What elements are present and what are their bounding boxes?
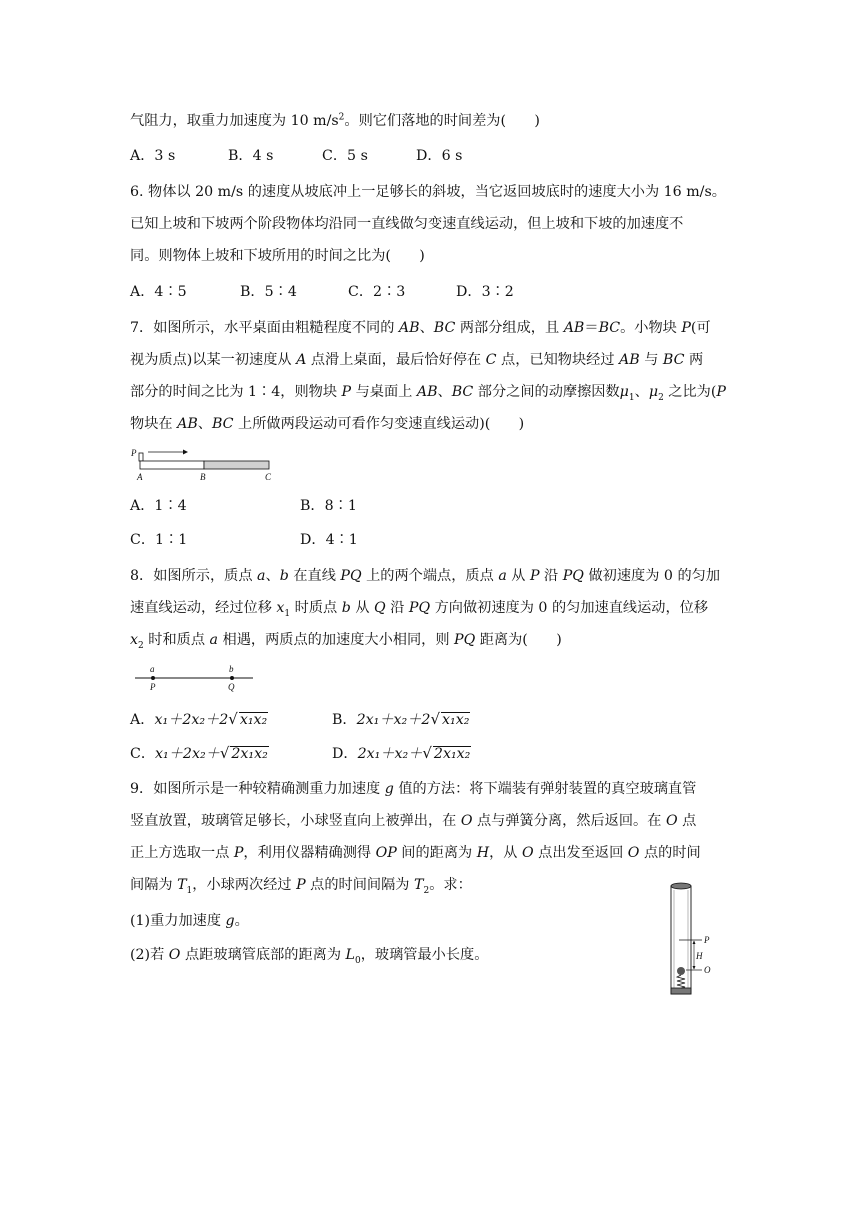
q7-text: (可: [690, 320, 711, 336]
q7-text: 上所做两段运动可看作匀变速直线运动)( ): [233, 416, 525, 432]
q6-option-a[interactable]: A．4∶5: [130, 284, 187, 300]
q8-option-expr: 2x₁＋x₂＋: [357, 746, 423, 762]
q7-text: 部分的时间之比为 1∶4，则物块: [130, 384, 342, 400]
q9-part2: [130, 945, 488, 965]
q7-block-icon: [139, 453, 143, 461]
radical-icon: √: [228, 710, 238, 728]
q7-stem-line1: [130, 318, 711, 338]
q5-text: 气阻力，取重力加速度为 10 m/s: [130, 113, 339, 129]
q7-subscript: 1: [628, 392, 635, 403]
q7-text: ＝: [584, 320, 599, 336]
q7-var-ab: AB: [563, 320, 585, 336]
q9-var-t: T: [177, 877, 187, 893]
q7-var-bc: BC: [662, 352, 685, 368]
q9-var-t: T: [414, 877, 424, 893]
q7-segment-ab: [140, 461, 204, 469]
q7-var-bc: BC: [211, 416, 234, 432]
radical-icon: √: [422, 744, 432, 762]
q9-text: 点的时间: [639, 845, 701, 861]
q7-var-ab: AB: [177, 416, 198, 432]
q9-stem-line3: [130, 843, 701, 863]
q9-text: 正上方选取一点: [130, 845, 234, 861]
q9-var-g: g: [225, 913, 235, 929]
q5-option-d[interactable]: D．6 s: [416, 148, 463, 164]
q6-stem-line3: 同。则物体上坡和下坡所用的时间之比为( ): [130, 248, 425, 264]
q8-option-radicand: 2x₁x₂: [433, 746, 471, 762]
q7-option-c[interactable]: C．1∶1: [130, 532, 188, 548]
q8-label-q: Q: [228, 682, 235, 692]
q8-text: 时质点: [290, 600, 342, 616]
q9-text: 间隔为: [130, 877, 178, 893]
q6-stem-line2: 已知上坡和下坡两个阶段物体均沿同一直线做匀变速直线运动，但上坡和下坡的加速度不: [130, 216, 684, 232]
q7-subscript: 2: [658, 392, 664, 403]
q7-text: 之比为(: [663, 384, 717, 400]
q8-var-b: b: [341, 600, 351, 616]
q7-var-mu: μ: [619, 384, 629, 400]
q8-var-b: b: [279, 568, 289, 584]
q7-text: 部分之间的动摩擦因数: [473, 384, 620, 400]
q5-superscript: 2: [338, 112, 345, 123]
q8-figure-line: [135, 662, 265, 694]
q9-text: 。: [234, 913, 249, 929]
q8-stem-line1: [130, 566, 720, 586]
q8-stem-line2: [130, 598, 708, 618]
q7-text: 。小物块: [620, 320, 682, 336]
q8-text: 做初速度为 0 的匀加: [583, 568, 721, 584]
q9-text: 点与弹簧分离，然后返回。在: [472, 813, 666, 829]
q7-text: 、: [437, 384, 452, 400]
q7-var-bc: BC: [433, 320, 456, 336]
q9-text: 。求：: [429, 877, 472, 893]
q8-option-label: A．: [130, 712, 155, 728]
q8-text: 8．如图所示，质点: [130, 568, 258, 584]
q9-stem-line2: [130, 811, 696, 831]
q9-label-o: O: [704, 965, 711, 975]
q8-label-a: a: [150, 664, 155, 674]
q8-option-expr: x₁＋2x₂＋: [155, 746, 220, 762]
q8-var-a: a: [257, 568, 266, 584]
q7-var-bc: BC: [451, 384, 474, 400]
q7-text: 两: [684, 352, 704, 368]
q7-label-p: P: [131, 448, 137, 458]
q7-text: 点滑上桌面，最后恰好停在: [306, 352, 486, 368]
q7-stem-line3: [130, 382, 726, 402]
q8-option-radicand: x₁x₂: [239, 712, 268, 728]
q9-text: 点距玻璃管底部的距离为: [180, 947, 346, 963]
q9-stem-line1: [130, 779, 696, 799]
q9-text: 9．如图所示是一种较精确测重力加速度: [130, 781, 385, 797]
q9-stem-line4: [130, 875, 472, 895]
q7-text: 7．如图所示，水平桌面由粗糙程度不同的: [130, 320, 399, 336]
q9-var-g: g: [384, 781, 394, 797]
q9-arrowhead-icon: [693, 966, 696, 970]
q9-text: (2)若: [130, 947, 169, 963]
q8-var-p: P: [530, 568, 540, 584]
q7-option-d[interactable]: D．4∶1: [300, 532, 358, 548]
q7-var-ab: AB: [619, 352, 640, 368]
q8-text: 沿: [539, 568, 563, 584]
q9-arrowhead-icon: [693, 941, 696, 945]
q5-stem-tail: [130, 111, 540, 131]
q7-var-p: P: [341, 384, 352, 400]
q9-text: ，从: [489, 845, 522, 861]
q9-var-l: L: [345, 947, 355, 963]
q8-option-expr: x₁＋2x₂＋2: [154, 712, 229, 728]
q8-option-a[interactable]: [130, 709, 268, 730]
q7-text: 与桌面上: [351, 384, 417, 400]
q5-option-c[interactable]: C．5 s: [322, 148, 368, 164]
q7-figure-table: [128, 444, 278, 484]
q9-var-o: O: [627, 845, 640, 861]
q7-text: 、: [634, 384, 649, 400]
q8-var-pq: PQ: [454, 632, 476, 648]
q9-ball: [677, 967, 685, 975]
q7-var-a: A: [296, 352, 307, 368]
q9-figure-tube: [664, 880, 724, 1000]
q9-subscript: 2: [423, 885, 430, 896]
q7-text: 、: [419, 320, 434, 336]
q8-option-d[interactable]: [332, 743, 471, 764]
q8-text: 距离为( ): [475, 632, 562, 648]
q8-var-q: Q: [374, 600, 386, 616]
q5-option-b[interactable]: B．4 s: [228, 148, 274, 164]
q9-var-o: O: [665, 813, 678, 829]
q8-text: 方向做初速度为 0 的匀加速直线运动，位移: [430, 600, 709, 616]
q5-option-a[interactable]: A．3 s: [130, 148, 176, 164]
q7-var-p: P: [716, 384, 726, 400]
q7-option-a[interactable]: A．1∶4: [130, 498, 187, 514]
q8-text: 速直线运动，经过位移: [130, 600, 277, 616]
q8-point-q: [230, 676, 234, 680]
q9-text: ，小球两次经过: [192, 877, 297, 893]
q8-option-label: C．: [130, 746, 156, 762]
q8-text: 从: [506, 568, 530, 584]
q7-label-b: B: [200, 472, 206, 482]
q9-var-op: OP: [375, 845, 397, 861]
q9-text: 点出发至返回: [533, 845, 628, 861]
q8-option-label: D．: [332, 746, 358, 762]
q7-var-mu: μ: [648, 384, 659, 400]
q8-option-radicand: 2x₁x₂: [231, 746, 268, 762]
q9-subscript: 1: [186, 885, 193, 896]
q9-text: (1)重力加速度: [130, 913, 226, 929]
q6-stem-line1: 6. 物体以 20 m/s 的速度从坡底冲上一足够长的斜坡，当它返回坡底时的速度大小为 16 m/s。: [130, 184, 726, 200]
q9-label-p: P: [704, 935, 710, 945]
q7-text: 视为质点)以某一初速度从: [130, 352, 297, 368]
q7-var-ab: AB: [398, 320, 420, 336]
q7-var-c: C: [485, 352, 497, 368]
q7-arrowhead-icon: [183, 450, 188, 455]
q7-segment-bc: [204, 461, 269, 469]
q9-var-p: P: [233, 845, 244, 861]
q6-option-c[interactable]: C．2∶3: [348, 284, 406, 300]
q8-option-label: B．: [332, 712, 357, 728]
radical-icon: √: [430, 710, 440, 728]
q8-label-b: b: [229, 664, 234, 674]
q7-text: 物块在: [130, 416, 178, 432]
q7-text: 点，已知物块经过: [496, 352, 620, 368]
q5-text: 。则它们落地的时间差为( ): [344, 113, 540, 129]
q9-tube-cap: [671, 883, 691, 889]
q9-text: 值的方法：将下端装有弹射装置的真空玻璃直管: [393, 781, 697, 797]
q7-stem-line4: [130, 414, 524, 434]
q9-var-o: O: [522, 845, 534, 861]
q8-subscript: 2: [138, 640, 144, 651]
q8-var-pq: PQ: [340, 568, 362, 584]
q9-text: 间的距离为: [396, 845, 477, 861]
q6-option-b[interactable]: B．5∶4: [240, 284, 297, 300]
q9-var-h: H: [476, 845, 490, 861]
q8-option-radicand: x₁x₂: [442, 712, 470, 728]
q9-text: ，利用仪器精确测得: [243, 845, 376, 861]
q9-text: ，玻璃管最小长度。: [360, 947, 489, 963]
q7-label-a: A: [137, 472, 143, 482]
q9-text: 点: [677, 813, 697, 829]
q7-var-bc: BC: [598, 320, 621, 336]
q7-text: 、: [197, 416, 212, 432]
q8-var-a: a: [209, 632, 218, 648]
q9-part1: [130, 911, 249, 931]
q8-label-p: P: [150, 682, 156, 692]
q8-stem-line3: [130, 630, 562, 650]
q7-var-ab: AB: [416, 384, 438, 400]
q7-text: 与: [639, 352, 663, 368]
q8-var-x: x: [130, 632, 139, 648]
q9-label-h: H: [696, 951, 703, 961]
q6-option-d[interactable]: D．3∶2: [456, 284, 514, 300]
q7-label-c: C: [265, 472, 272, 482]
q9-subscript: 0: [354, 955, 361, 966]
q8-var-pq: PQ: [562, 568, 584, 584]
q9-var-o: O: [460, 813, 473, 829]
q8-option-c[interactable]: [130, 743, 269, 764]
q8-var-x: x: [276, 600, 285, 616]
q8-var-pq: PQ: [408, 600, 431, 616]
q8-point-p: [151, 676, 155, 680]
q8-subscript: 1: [284, 608, 291, 619]
radical-icon: √: [219, 744, 230, 762]
q8-text: 时和质点: [143, 632, 210, 648]
q8-option-expr: 2x₁＋x₂＋2: [356, 712, 431, 728]
q8-text: 从: [350, 600, 375, 616]
q9-text: 竖直放置，玻璃管足够长，小球竖直向上被弹出，在: [130, 813, 461, 829]
q8-var-a: a: [498, 568, 507, 584]
q8-text: 沿: [385, 600, 409, 616]
q8-text: 相遇，两质点的加速度大小相同，则: [218, 632, 455, 648]
q9-tube-base: [671, 988, 691, 994]
q9-var-o: O: [168, 947, 181, 963]
q9-text: 点的时间间隔为: [305, 877, 414, 893]
q7-option-b[interactable]: B．8∶1: [300, 498, 357, 514]
q8-text: 、: [265, 568, 280, 584]
q7-stem-line2: [130, 350, 703, 370]
q8-text: 上的两个端点，质点: [361, 568, 499, 584]
q7-var-p: P: [681, 320, 691, 336]
q8-text: 在直线: [288, 568, 341, 584]
q9-var-p: P: [296, 877, 306, 893]
q8-option-b[interactable]: [332, 709, 470, 730]
q7-text: 两部分组成，且: [455, 320, 564, 336]
